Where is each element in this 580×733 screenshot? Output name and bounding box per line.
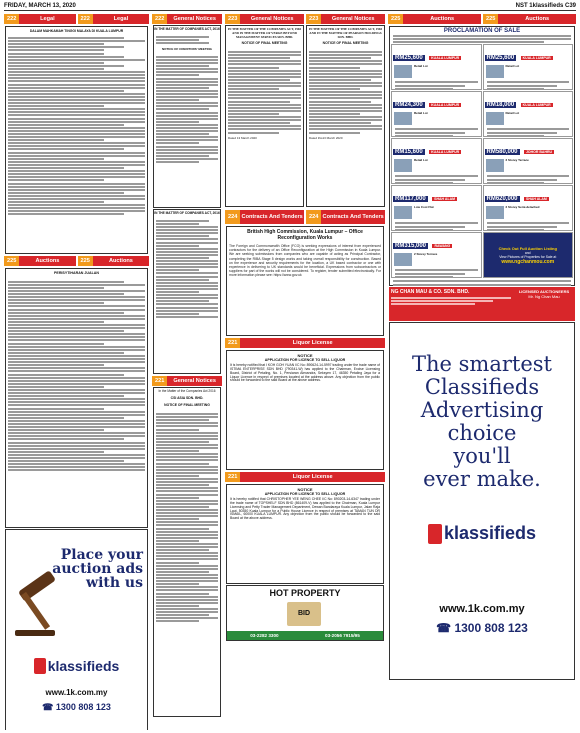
auction-listing[interactable] (391, 185, 482, 231)
listing-price: RM620,000 (486, 196, 518, 203)
notice-subtitle: NOTICE OF FINAL MEETING (241, 41, 288, 46)
section-header-contracts: 224 Contracts And Tenders (225, 210, 304, 224)
listing-location: KUALA LUMPUR (522, 56, 551, 61)
legal-notice-body (6, 35, 147, 218)
listing-type: 2 Storey Semi-detached (505, 205, 540, 210)
notice-date: Dated this13 March 2020 (309, 135, 343, 140)
ad-phone-number: 1300 808 123 (454, 621, 528, 635)
notice-subheading: APPLICATION FOR LICENCE TO SELL LIQUOR (264, 491, 346, 496)
section-header-legal: 222 Legal (4, 14, 76, 24)
brand-name: klassifieds (443, 523, 537, 543)
banner-line: View Pictures of Properties for Sale at (499, 254, 557, 259)
auction-title: PERISYTIHARAN JUALAN (54, 271, 99, 275)
licensed-label: LICENSED AUCTIONEERS (518, 289, 570, 294)
property-photo (486, 112, 504, 125)
listing-price: RM15,600 (395, 149, 423, 156)
hot-property-title: HOT PROPERTY (269, 588, 341, 598)
listing-location: KUALA LUMPUR (431, 56, 460, 61)
firm-name: NG CHAN MAU & CO. SDN. BHD. (391, 289, 470, 295)
notice-subtitle: NOTICE OF FINAL MEETING (164, 403, 210, 408)
listing-type: Low Cost Flat (414, 205, 434, 210)
place-ad-headline (52, 548, 143, 590)
tender-body: The Foreign and Commonwealth Office (FCO) is seeking expressions of interest from experienced contractors for the delivery of an Office Reconfiguration at the High Commission in Kuala Lumpur. We are seeking submissions from companies who are capable of acting as Principal Contractor, completing the RIBA Stage 5 design works and taking overall responsibility for construction. Based on the experience and security requirements for the location, a UK based contractor or one with experience in delivering to UK standards would be beneficial. Expressions from subcontractors or suppliers for part of the works will not be considered. To register, tender submitted electronically. For more information please see: https://www.gov.uk (229, 244, 381, 278)
section-header-liquor: 221 Liquor License (225, 472, 385, 482)
tender-title: British High Commission, Kuala Lumpur – Office Reconfiguration Works (247, 229, 363, 241)
company-name: CSI ASIA SDN. BHD. (170, 395, 204, 400)
listing-price: RM117,000 (395, 196, 426, 203)
banner-line: and (524, 250, 531, 255)
property-photo (486, 159, 504, 172)
listing-type: Retail Lot (505, 111, 520, 116)
listing-type: 2 Storey Terrace (505, 158, 529, 163)
auction-listing[interactable] (391, 138, 482, 184)
auction-listing[interactable] (483, 91, 574, 137)
auction-listing[interactable] (483, 44, 574, 90)
phone-icon: ☎ (436, 621, 455, 635)
ad-line: choice (447, 421, 517, 445)
brand-name: klassifieds (47, 658, 120, 674)
auction-listing[interactable] (391, 44, 482, 90)
klassifieds-logo (390, 523, 574, 544)
ad-line: with us (86, 575, 143, 591)
section-header-auctions: 225 Auctions (78, 256, 150, 266)
notice-body: It is hereby notified that CHRISTOPHER YEE WENG CHEE I/C No: 890203-14-6347 trading under the trade name of TOPSHELF SDN BHD (861409-V) has applied to the Chairman, Kuala Lumpur Licensing and Petty Trader Management Department, Dewan Bandaraya Kuala Lumpur, Jalan Raja Laut, 50350 Kuala Lumpur for a Public House Licence in respect of premises at TAMAN TUN DR ISMAIL, 60000 KUALA LUMPUR. Any objection from the public should be forwarded to the said Board at the above address. (230, 496, 380, 521)
page-date: FRIDAY, MARCH 13, 2020 (4, 3, 76, 9)
notice-title: IN THE MATTER OF COMPANIES ACT, 2016 (154, 211, 220, 215)
property-photo (394, 65, 412, 78)
notice-subtitle: NOTICE OF CREDITORS' MEETING (162, 47, 212, 52)
general-notice (153, 209, 221, 374)
ad-line: Classifieds (424, 375, 540, 399)
banner-line: Check Out Full Auction Listing (498, 245, 557, 251)
auctioneer-footer (389, 287, 575, 321)
ad-line: auction ads (52, 561, 143, 577)
listing-location: RAWANG (434, 244, 451, 249)
klassifieds-logo (6, 658, 147, 674)
ad-line: you'll (453, 444, 511, 468)
notice-heading: NOTICE (297, 353, 313, 358)
section-header-auctions: 225 Auctions (483, 14, 576, 24)
auction-listing[interactable] (391, 91, 482, 137)
listing-location: KUALA LUMPUR (522, 103, 551, 108)
column-general-notices (152, 14, 222, 730)
auction-notice (5, 268, 148, 528)
listing-price: RM315,000 (395, 243, 427, 250)
phone-icon: ☎ (42, 702, 56, 712)
listing-type: Retail Lot (414, 158, 428, 163)
listing-type: 2 Storey Terrace (414, 252, 438, 257)
notice-title: In the Matter of the Companies Act 2016 (158, 389, 216, 393)
notice-subheading: APPLICATION FOR LICENCE TO SELL LIQUOR (264, 357, 346, 362)
ad-line: Advertising (420, 398, 544, 422)
listing-price: RM24,300 (395, 102, 423, 109)
ad-line: ever make. (423, 467, 541, 491)
notice-date: Dated 13 March 2020 (228, 135, 257, 140)
smartest-classifieds-ad[interactable] (389, 322, 575, 680)
listing-location: SHAH ALAM (434, 197, 456, 202)
legal-notice (5, 26, 148, 254)
ad-website[interactable]: www.1k.com.my (439, 603, 525, 615)
agent-name: Mr. Ng Chan Mau (528, 294, 560, 299)
notice-title: IN THE MATTER OF THE COMPANIES ACT, 1965 AND IN THE MATTER OF VERGE BEYOND MANAGEMENT SERVICES SDN. BHD. (227, 27, 302, 39)
auctioneer-contact (513, 287, 575, 321)
listing-type: Retail Lot (414, 64, 428, 69)
proclamation-of-sale (389, 26, 575, 286)
bid-sign (287, 602, 321, 626)
column-notices-liquor (225, 14, 385, 730)
general-notice (153, 25, 221, 208)
court-title: DALAM MAHKAMAH TINGGI MALAYA DI KUALA LUMPUR (29, 29, 124, 33)
listing-type: Retail Lot (505, 64, 520, 69)
banner-website[interactable]: www.ngchanmou.com (501, 258, 555, 265)
column-auctions (388, 14, 576, 730)
auction-listings (391, 44, 573, 278)
section-header-auctions: 225 Auctions (388, 14, 481, 24)
property-photo (486, 206, 504, 219)
page-number: NST 1klassifieds C39 (515, 3, 576, 9)
hot-property-ad[interactable] (226, 585, 384, 641)
listing-price: RM18,000 (486, 102, 515, 109)
final-meeting-notice-left (225, 25, 304, 207)
property-photo (394, 112, 412, 125)
proclamation-title: PROCLAMATION OF SALE (391, 28, 573, 34)
final-meeting-notice-right (306, 25, 385, 207)
property-photo (394, 253, 412, 266)
bid-label: BID (297, 610, 311, 617)
section-header-auctions: 225 Auctions (4, 256, 76, 266)
liquor-notice (226, 484, 384, 584)
listing-location: SHAH ALAM (525, 197, 547, 202)
tender-notice (226, 226, 384, 336)
ad-phone[interactable] (6, 702, 147, 713)
notice-heading: NOTICE (297, 487, 313, 492)
section-header-legal: 222 Legal (78, 14, 150, 24)
section-header-general-notices: 222 General Notices (152, 14, 222, 24)
notice-subtitle: NOTICE OF FINAL MEETING (322, 41, 369, 46)
notice-title: IN THE MATTER OF COMPANIES ACT, 2016 (154, 27, 220, 31)
section-header-general-notices: 223 General Notices (306, 14, 385, 24)
section-header-general-notices: 223 General Notices (225, 14, 304, 24)
ad-website[interactable]: www.1k.com.my (45, 688, 108, 697)
ad-line: Place your (60, 547, 143, 563)
auction-notice-body (6, 279, 147, 474)
auctioneer-firm (389, 287, 513, 321)
hot-property-phones (227, 631, 383, 640)
listing-price: RM25,600 (395, 55, 423, 62)
notice-body: It is hereby notified that I KOH GOH YUAN I/C No: 890624-14-5997 trading under the trade name of ISTIMA ENTERPRISE SDN BHD (790341-W) has applied to the Chairman, Excise Licensing Board, District of Petaling, No. 1, Persiaran Alexandra, Seksyen 17, 46350 Petaling Jaya for a Liquor Licence in respect of premises located at the address above. Any objection from the public should be forwarded to the said Board at the above address. (230, 362, 380, 383)
check-out-banner[interactable] (483, 232, 574, 278)
listing-price: RM580,000 (486, 149, 518, 156)
auction-listing[interactable] (391, 232, 482, 278)
listing-location: KUALA LUMPUR (431, 103, 460, 108)
logo-mark-icon (34, 658, 46, 674)
ad-phone-number: 1300 808 123 (55, 702, 111, 712)
listing-price: RM25,600 (486, 55, 515, 62)
listing-type: Retail Lot (414, 111, 428, 116)
ad-phone[interactable] (390, 621, 574, 635)
section-header-contracts: 224 Contracts And Tenders (306, 210, 385, 224)
section-header-liquor: 221 Liquor License (225, 338, 385, 348)
auction-listing[interactable] (483, 185, 574, 231)
ad-headline (390, 353, 574, 491)
listing-location: JOHOR BAHRU (525, 150, 553, 155)
liquor-notice (226, 350, 384, 470)
ad-line: The smartest (412, 352, 552, 376)
phone-number[interactable]: 03-2056 7915/95 (325, 633, 360, 638)
property-photo (394, 159, 412, 172)
listing-location: KUALA LUMPUR (431, 150, 460, 155)
page-header (4, 3, 576, 11)
phone-number[interactable]: 03-2282 3300 (250, 633, 279, 638)
place-auction-ad[interactable] (5, 529, 148, 730)
property-photo (394, 206, 412, 219)
auction-listing[interactable] (483, 138, 574, 184)
logo-mark-icon (428, 524, 442, 544)
column-legal (4, 14, 149, 730)
notice-title: IN THE MATTER OF THE COMPANIES ACT, 1965 AND IN THE MATTER OF PEARSON HOLDINGS SDN. BHD. (308, 27, 383, 39)
section-header-general-notices: 221 General Notices (152, 376, 222, 386)
final-meeting-notice (153, 387, 221, 717)
property-photo (486, 65, 504, 78)
